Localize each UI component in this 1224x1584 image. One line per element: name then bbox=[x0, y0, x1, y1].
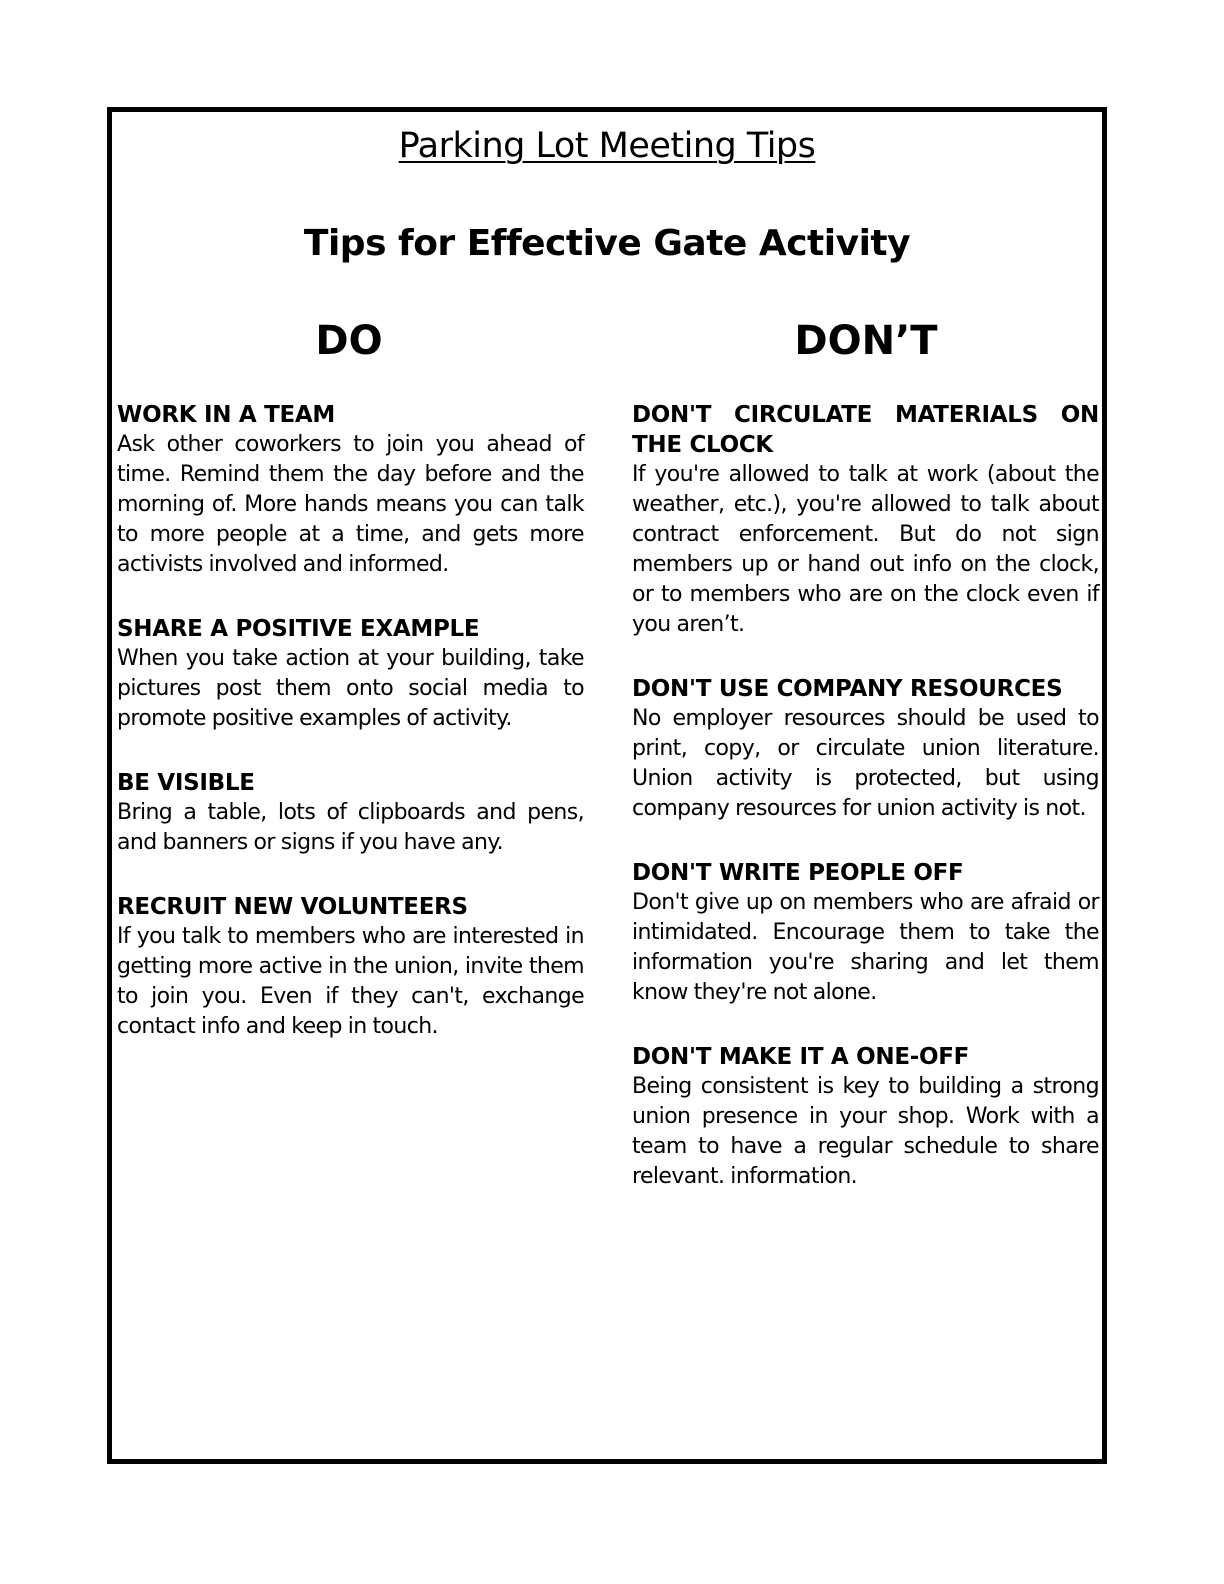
tip-heading: DON'T WRITE PEOPLE OFF bbox=[632, 860, 964, 886]
tip-dont-make-it-a-one-off bbox=[632, 1042, 1099, 1192]
page-subtitle: Tips for Effective Gate Activity bbox=[303, 223, 911, 264]
tip-recruit-new-volunteers bbox=[117, 892, 584, 1042]
page-title: Parking Lot Meeting Tips bbox=[398, 126, 816, 166]
tip-dont-circulate-materials bbox=[632, 400, 1099, 640]
dont-column bbox=[632, 400, 1099, 1226]
tip-body: When you take action at your building, take pictures post them onto social media to promote positive examples of activity. bbox=[117, 646, 584, 731]
do-column-heading: DO bbox=[315, 318, 383, 364]
tip-heading: DON'T USE COMPANY RESOURCES bbox=[632, 676, 1063, 702]
tip-dont-use-company-resources bbox=[632, 674, 1099, 824]
dont-column-heading: DON’T bbox=[794, 318, 938, 364]
tip-heading: DON'T CIRCULATE MATERIALS ON THE CLOCK bbox=[632, 402, 1099, 458]
tip-body: Bring a table, lots of clipboards and pens, and banners or signs if you have any. bbox=[117, 800, 584, 855]
tip-dont-write-people-off bbox=[632, 858, 1099, 1008]
tip-body: Don't give up on members who are afraid or intimidated. Encourage them to take the information you're sharing and let them know they're not alone. bbox=[632, 890, 1099, 1005]
tip-heading: SHARE A POSITIVE EXAMPLE bbox=[117, 616, 480, 642]
tip-heading: BE VISIBLE bbox=[117, 770, 255, 796]
tip-heading: WORK IN A TEAM bbox=[117, 402, 335, 428]
do-column bbox=[117, 400, 584, 1076]
tip-body: If you're allowed to talk at work (about the weather, etc.), you're allowed to talk about contract enforcement. But do not sign members up or hand out info on the clock, or to members who are on the clock even if you aren’t. bbox=[632, 462, 1099, 637]
tip-body: If you talk to members who are interested in getting more active in the union, invite them to join you. Even if they can't, exchange contact info and keep in touch. bbox=[117, 924, 584, 1039]
page-border bbox=[107, 107, 1107, 1464]
tip-be-visible bbox=[117, 768, 584, 858]
tip-heading: DON'T MAKE IT A ONE-OFF bbox=[632, 1044, 970, 1070]
tip-share-a-positive-example bbox=[117, 614, 584, 734]
tip-body: Being consistent is key to building a strong union presence in your shop. Work with a team to have a regular schedule to share relevant. information. bbox=[632, 1074, 1099, 1189]
tip-body: Ask other coworkers to join you ahead of time. Remind them the day before and the morning of. More hands means you can talk to more people at a time, and gets more activists involved and informed. bbox=[117, 432, 584, 577]
tip-body: No employer resources should be used to print, copy, or circulate union literature. Union activity is protected, but using company resources for union activity is not. bbox=[632, 706, 1099, 821]
tip-heading: RECRUIT NEW VOLUNTEERS bbox=[117, 894, 468, 920]
tip-work-in-a-team bbox=[117, 400, 584, 580]
